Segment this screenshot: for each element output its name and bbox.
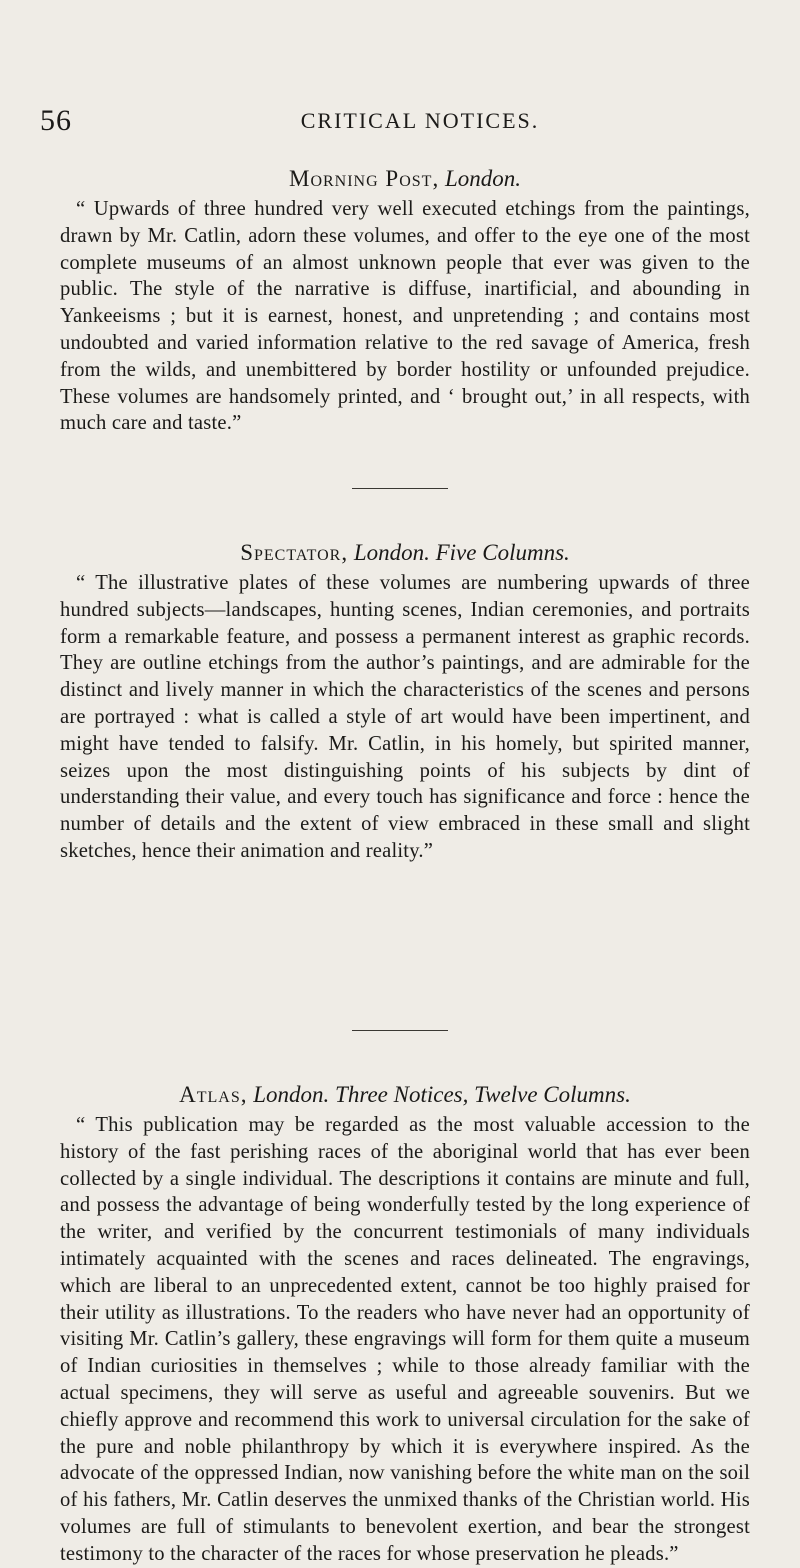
notice-heading: [60, 1082, 750, 1108]
section-divider: [352, 488, 448, 489]
notice-quote: “ The illustrative plates of these volumes are numbering upwards of three hundred subjects—landscapes, hunting scenes, Indian ceremonies, and portraits form a remarkable feature, and possess a permanent interest as graphic records. They are outline etchings from the author’s paintings, and are admirable for the distinct and lively manner in which the characteristics of the scenes and persons are portrayed : what is called a style of art would have been impertinent, and might have tended to falsify. Mr. Catlin, in his homely, but spirited manner, seizes upon the most distinguishing points of his subjects by dint of understanding their value, and every touch has significance and force : hence the number of details and the extent of view embraced in these small and slight sketches, hence their animation and reality.”: [60, 572, 750, 862]
notice-morning-post: [60, 166, 750, 437]
notice-atlas: [60, 1082, 750, 1568]
notice-quote: “ Upwards of three hundred very well executed etchings from the paintings, drawn by Mr. Catlin, adorn these volumes, and offer to the eye one of the most complete museums of an almost unknown people that ever was given to the public. The style of the narrative is diffuse, inartificial, and abounding in Yankeeisms ; but it is earnest, honest, and unpretending ; and contains most undoubted and varied information relative to the red savage of America, fresh from the wilds, and unembittered by border hostility or unfounded prejudice. These volumes are handsomely printed, and ‘ brought out,’ in all respects, with much care and taste.”: [60, 198, 750, 435]
notice-detail: London.: [444, 166, 521, 191]
notice-detail: London. Five Columns.: [353, 540, 570, 565]
notice-source: Morning Post,: [289, 166, 440, 191]
running-head: [40, 104, 760, 144]
notice-source: Atlas,: [179, 1082, 248, 1107]
notice-heading: [60, 540, 750, 566]
notice-detail: London. Three Notices, Twelve Columns.: [253, 1082, 631, 1107]
notice-spectator: [60, 540, 750, 865]
notice-heading: [60, 166, 750, 192]
notice-source: Spectator,: [240, 540, 349, 565]
running-title: CRITICAL NOTICES.: [300, 108, 540, 133]
notice-quote: “ This publication may be regarded as the most valuable accession to the history of the fast perishing races of the aboriginal world that has ever been collected by a single individual. The descriptions it contains are minute and full, and possess the advantage of being wonderfully tested by the long experience of the writer, and verified by the concurrent testimonials of many individuals intimately acquainted with the scenes and races delineated. The engravings, which are liberal to an unprecedented extent, cannot be too highly praised for their utility as illustrations. To the readers who have never had an opportunity of visiting Mr. Catlin’s gallery, these engravings will form for them quite a museum of Indian curiosities in themselves ; while to those already familiar with the actual specimens, they will serve as useful and agreeable souvenirs. But we chiefly approve and recommend this work to universal circulation for the sake of the pure and noble philanthropy by which it is everywhere inspired. As the advocate of the oppressed Indian, now vanishing before the white man on the soil of his fathers, Mr. Catlin deserves the unmixed thanks of the Christian world. His volumes are full of stimulants to benevolent exertion, and bear the strongest testimony to the character of the races for whose preservation he pleads.”: [60, 1114, 750, 1565]
page-number: 56: [40, 104, 72, 137]
section-divider: [352, 1030, 448, 1031]
